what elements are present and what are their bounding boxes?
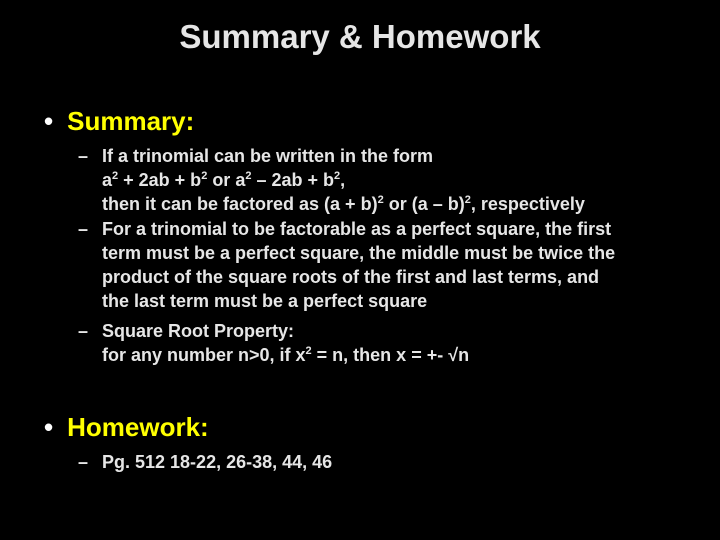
dash: – <box>78 321 89 341</box>
dash: – <box>78 452 89 472</box>
summary-heading <box>44 106 194 137</box>
bullet: • <box>44 106 54 136</box>
homework-item-1 <box>78 450 698 474</box>
dash: – <box>78 219 89 239</box>
homework-heading-label: Homework: <box>67 412 209 442</box>
bullet: • <box>44 412 54 442</box>
summary-item-1-line-2: $a^2 + 2ab + b^2$ or $a^2 - 2ab + b^2$, <box>102 170 346 190</box>
homework-item-1-text: Pg. 512 18-22, 26-38, 44, 46 <box>102 452 333 472</box>
summary-item-2-line-3: product of the square roots of the first and last terms, and <box>102 267 600 287</box>
summary-item-3-line-2: for any number n>0, if $x^2 = n$, then x = +- √n <box>102 345 470 365</box>
summary-item-1-line-3: then it can be factored as $(a + b)^2$ or (a – b)$^2$, respectively <box>102 194 585 214</box>
summary-item-3-line-1: Square Root Property: <box>102 321 295 341</box>
summary-item-1 <box>78 144 698 216</box>
slide-title: Summary & Homework <box>179 18 541 55</box>
summary-item-1-line-1: If a trinomial can be written in the form <box>102 146 434 166</box>
summary-item-2-line-1: For a trinomial to be factorable as a perfect square, the first <box>102 219 612 239</box>
homework-heading <box>44 412 209 443</box>
summary-heading-label: Summary: <box>67 106 195 136</box>
summary-item-3 <box>78 319 698 367</box>
summary-item-2-line-2: term must be a perfect square, the middle must be twice the <box>102 243 616 263</box>
summary-item-2 <box>78 217 698 313</box>
dash: – <box>78 146 89 166</box>
summary-item-2-line-4: the last term must be a perfect square <box>102 291 428 311</box>
